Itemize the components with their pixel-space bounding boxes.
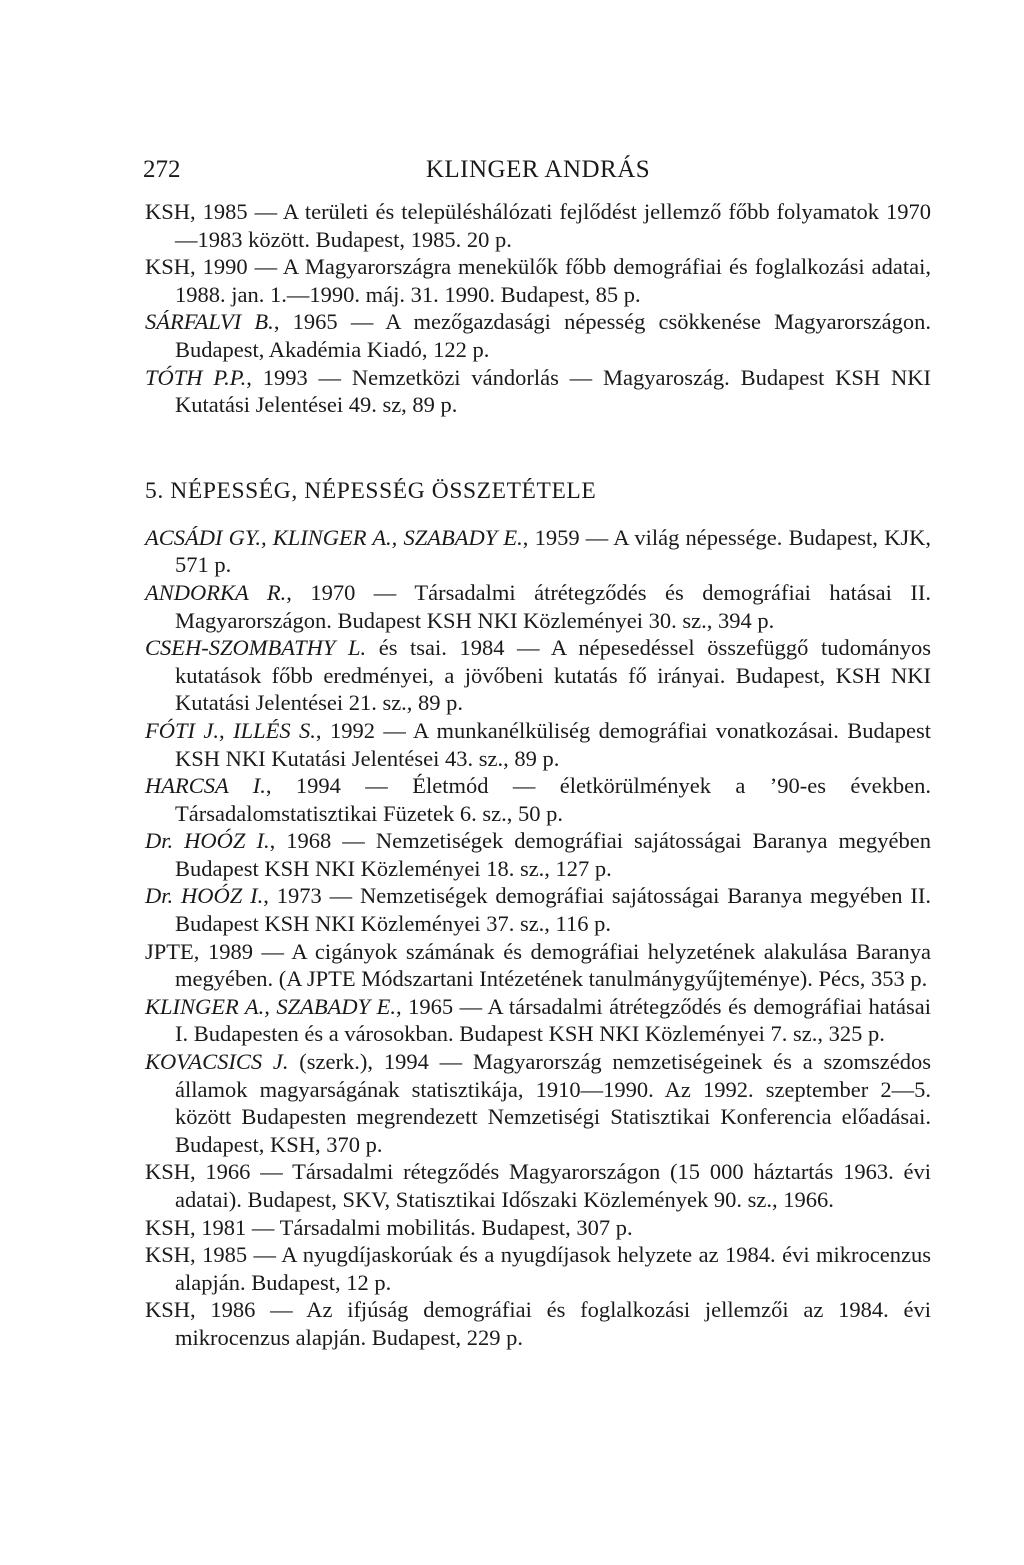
reference-author: CSEH-SZOMBATHY L. (145, 635, 367, 661)
reference-text: , 1965 — A mezőgazdasági népesség csökkenése Magyarországon. Budapest, Akadémia Kiadó, 122 p. (175, 309, 931, 362)
reference-author: Dr. HOÓZ I. (145, 828, 270, 854)
reference-text: , 1970 — Társadalmi átrétegződés és demográfiai hatásai II. Magyarországon. Budapest KSH NKI Közleményei 30. sz., 394 p. (175, 579, 931, 633)
reference-entry (145, 1048, 931, 1158)
reference-text: KSH, 1985 — A területi és településhálózati fejlődést jellemző főbb folyamatok 1970—1983 között. Budapest, 1985. 20 p. (145, 199, 931, 252)
reference-text: , 1968 — Nemzetiségek demográfiai sajátosságai Baranya megyében Budapest KSH NKI Közleményei 18. sz., 127 p. (175, 828, 932, 881)
reference-text: és tsai. 1984 — A népesedéssel összefüggő tudományos kutatások főbb eredményei, a jövőbeni kutatás fő irányai. Budapest, KSH NKI Kutatási Jelentései 21. sz., 89 p. (175, 635, 931, 716)
reference-list-section (145, 524, 931, 1352)
reference-text: KSH, 1985 — A nyugdíjaskorúak és a nyugdíjasok helyzete az 1984. évi mikrocenzus alapján. Budapest, 12 p. (145, 1242, 931, 1295)
reference-text: (szerk.), 1994 — Magyarország nemzetiségeinek és a szomszédos államok magyarságának statisztikája, 1910—1990. Az 1992. szeptember 2—5. között Budapesten megrendezett Nemzetiségi Statisztikai Konferencia előadásai. Budapest, KSH, 370 p. (175, 1049, 931, 1157)
reference-entry (145, 1296, 931, 1351)
reference-author: SÁRFALVI B. (145, 309, 274, 335)
reference-entry (145, 717, 931, 772)
reference-text: JPTE, 1989 — A cigányok számának és demográfiai helyzetének alakulása Baranya megyében. (A JPTE Módszartani Intézetének tanulmánygyűjteménye). Pécs, 353 p. (145, 938, 931, 992)
reference-entry (145, 772, 931, 827)
page-number: 272 (143, 156, 181, 183)
reference-text: KSH, 1990 — A Magyarországra menekülők főbb demográfiai és foglalkozási adatai, 1988. jan. 1.—1990. máj. 31. 1990. Budapest, 85 p. (145, 254, 931, 307)
reference-author: HARCSA I. (145, 773, 266, 799)
reference-author: FÓTI J., ILLÉS S. (145, 717, 316, 743)
reference-entry (145, 634, 931, 717)
reference-entry (145, 993, 931, 1048)
page-header (143, 150, 933, 190)
reference-entry (145, 1158, 931, 1213)
reference-entry (145, 1214, 931, 1242)
section-heading: 5. NÉPESSÉG, NÉPESSÉG ÖSSZETÉTELE (145, 477, 597, 504)
reference-list-top (145, 198, 931, 419)
reference-author: ANDORKA R. (145, 579, 287, 605)
reference-text: , 1959 — A világ népessége. Budapest, KJK, 571 p. (175, 524, 931, 578)
reference-entry (145, 579, 931, 634)
page-content (145, 198, 931, 1352)
reference-author: KLINGER A., SZABADY E. (145, 993, 396, 1019)
reference-entry (145, 364, 931, 419)
reference-text: , 1992 — A munkanélküliség demográfiai vonatkozásai. Budapest KSH NKI Kutatási Jelentései 43. sz., 89 p. (175, 717, 931, 771)
reference-author: TÓTH P.P. (145, 364, 247, 390)
running-head: KLINGER ANDRÁS (425, 156, 651, 183)
reference-text: KSH, 1986 — Az ifjúság demográfiai és foglalkozási jellemzői az 1984. évi mikrocenzus alapján. Budapest, 229 p. (145, 1297, 931, 1350)
reference-entry (145, 253, 931, 308)
reference-entry (145, 1241, 931, 1296)
reference-entry (145, 524, 931, 579)
reference-entry (145, 198, 931, 253)
reference-author: KOVACSICS J. (145, 1049, 289, 1075)
reference-text: , 1973 — Nemzetiségek demográfiai sajátosságai Baranya megyében II. Budapest KSH NKI Közleményei 37. sz., 116 p. (175, 883, 932, 937)
reference-text: KSH, 1966 — Társadalmi rétegződés Magyarországon (15 000 háztartás 1963. évi adatai). Budapest, SKV, Statisztikai Időszaki Közlemények 90. sz., 1966. (145, 1159, 931, 1212)
reference-author: Dr. HOÓZ I. (145, 883, 264, 909)
reference-entry (145, 308, 931, 363)
reference-text: , 1994 — Életmód — életkörülmények a ’90-es években. Társadalomstatisztikai Füzetek 6. sz., 50 p. (175, 773, 931, 826)
reference-entry (145, 882, 931, 937)
reference-author: ACSÁDI GY., KLINGER A., SZABADY E. (145, 524, 523, 550)
reference-text: KSH, 1981 — Társadalmi mobilitás. Budapest, 307 p. (145, 1214, 633, 1240)
reference-entry (145, 827, 931, 882)
reference-text: , 1993 — Nemzetközi vándorlás — Magyaroszág. Budapest KSH NKI Kutatási Jelentései 49. sz, 89 p. (175, 364, 931, 418)
reference-text: , 1965 — A társadalmi átrétegződés és demográfiai hatásai I. Budapesten és a városokban. Budapest KSH NKI Közleményei 7. sz., 325 p. (175, 993, 931, 1047)
reference-entry (145, 938, 931, 993)
